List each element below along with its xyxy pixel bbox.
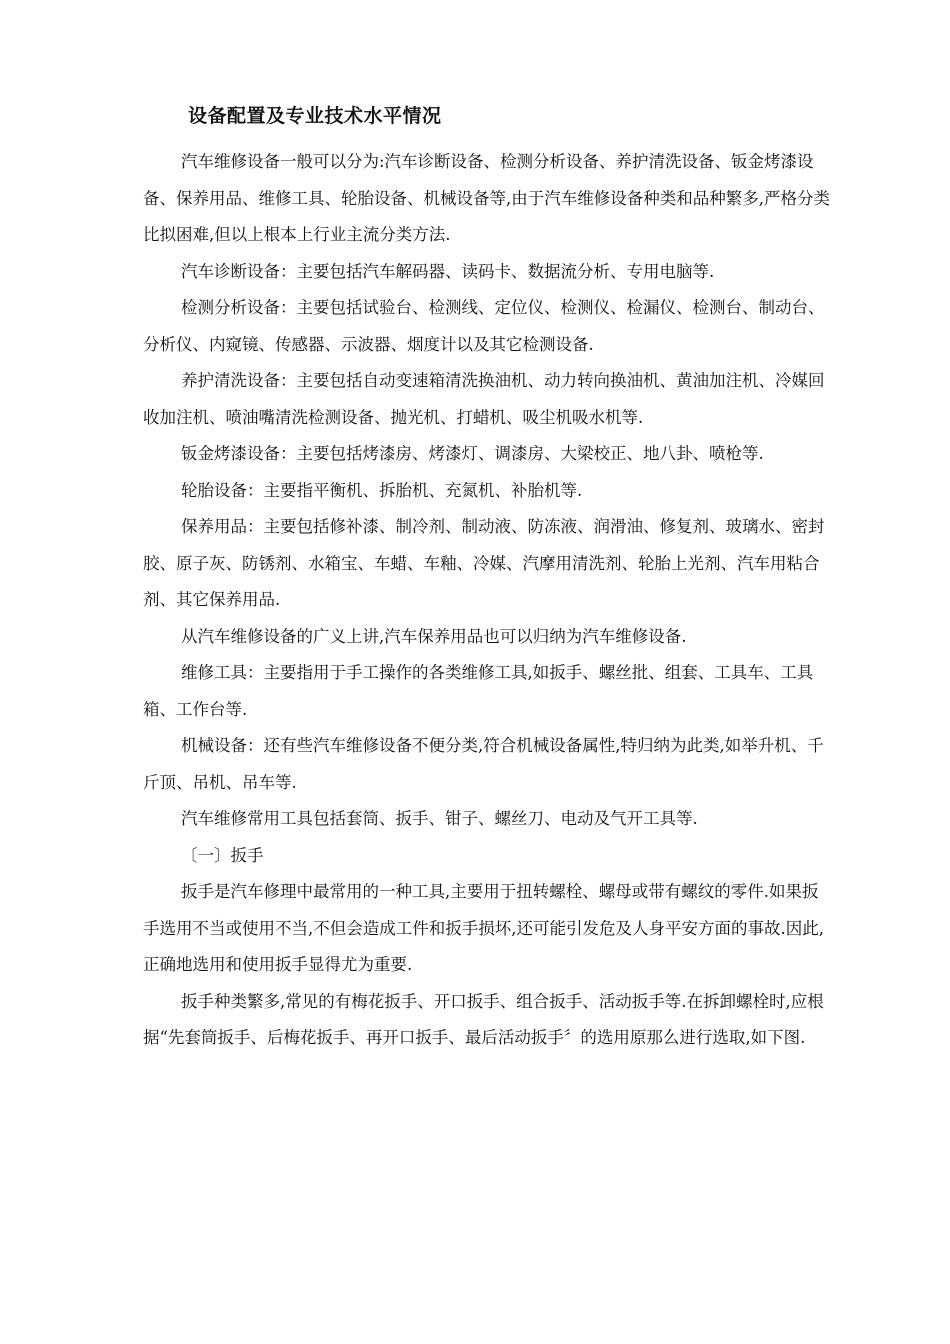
paragraph-mechanical-equipment: 机械设备：还有些汽车维修设备不便分类,符合机械设备属性,特归纳为此类,如举升机、千斤顶、吊机、吊车等.	[143, 736, 824, 792]
section-heading-wrench: 〔一〕扳手	[181, 845, 264, 865]
paragraph-wrench-usage: 扳手是汽车修理中最常用的一种工具,主要用于扭转螺栓、螺母或带有螺纹的零件.如果扳手选用不当或使用不当,不但会造成工件和扳手损坏,还可能引发危及人身平安方面的事故.因此,正确地选用和使用扳手显得尤为重要.	[143, 882, 824, 974]
document-title: 设备配置及专业技术水平情况	[188, 105, 442, 127]
paragraph-repair-tools: 维修工具：主要指用于手工操作的各类维修工具,如扳手、螺丝批、组套、工具车、工具箱、工作台等.	[143, 663, 814, 719]
paragraph-tire-equipment: 轮胎设备：主要指平衡机、拆胎机、充氮机、补胎机等.	[181, 480, 583, 500]
document-body	[143, 144, 833, 1057]
paragraph-common-tools: 汽车维修常用工具包括套筒、扳手、钳子、螺丝刀、电动及气开工具等.	[181, 809, 698, 828]
paragraph-wrench-types: 扳手种类繁多,常见的有梅花扳手、开口扳手、组合扳手、活动扳手等.在拆卸螺栓时,应根据“先套筒扳手、后梅花扳手、再开口扳手、最后活动扳手〞的选用原那么进行选取,如下图.	[143, 991, 824, 1047]
paragraph-cleaning-equipment: 养护清洗设备：主要包括自动变速箱清洗换油机、动力转向换油机、黄油加注机、冷媒回收加注机、喷油嘴清洗检测设备、抛光机、打蜡机、吸尘机吸水机等.	[143, 371, 825, 427]
paragraph-testing-equipment: 检测分析设备：主要包括试验台、检测线、定位仪、检测仪、检漏仪、检测台、制动台、分析仪、内窥镜、传感器、示波器、烟度计以及其它检测设备.	[143, 298, 825, 354]
paragraph-diagnostic-equipment: 汽车诊断设备：主要包括汽车解码器、读码卡、数据流分析、专用电脑等.	[181, 261, 715, 281]
paragraph-broad-definition: 从汽车维修设备的广义上讲,汽车保养用品也可以归纳为汽车维修设备.	[181, 626, 687, 646]
paragraph-paint-equipment: 钣金烤漆设备：主要包括烤漆房、烤漆灯、调漆房、大梁校正、地八卦、喷枪等.	[181, 444, 764, 463]
paragraph-overview: 汽车维修设备一般可以分为:汽车诊断设备、检测分析设备、养护清洗设备、钣金烤漆设备、保养用品、维修工具、轮胎设备、机械设备等,由于汽车维修设备种类和品种繁多,严格分类比拟困难,但以上根本上行业主流分类方法.	[143, 152, 830, 244]
paragraph-maintenance-supplies: 保养用品：主要包括修补漆、制冷剂、制动液、防冻液、润滑油、修复剂、玻璃水、密封胶、原子灰、防锈剂、水箱宝、车蜡、车釉、冷媒、汽摩用清洗剂、轮胎上光剂、汽车用粘合剂、其它保养用品.	[143, 517, 825, 609]
